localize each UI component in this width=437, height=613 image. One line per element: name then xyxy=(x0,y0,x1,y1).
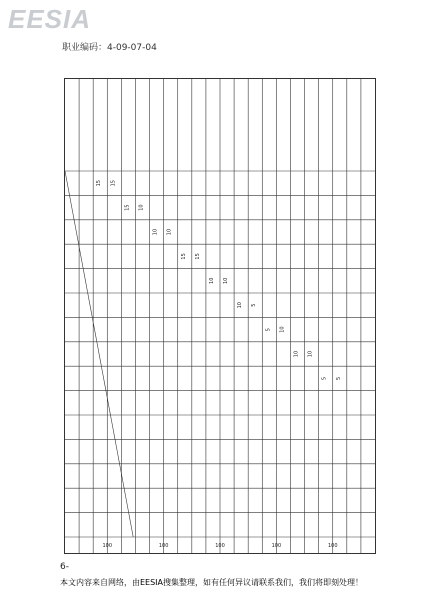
weight-value: 10 xyxy=(237,302,244,309)
sum-value: 100 xyxy=(102,543,113,549)
sum-value: 100 xyxy=(271,543,282,549)
weight-value: 15 xyxy=(96,180,103,187)
weight-value: 5 xyxy=(265,328,272,332)
eesia-logo: EESIA xyxy=(8,4,92,34)
weight-value: 10 xyxy=(152,228,159,236)
weight-value: 5 xyxy=(335,376,342,380)
weight-value: 10 xyxy=(279,326,286,333)
weight-value: 10 xyxy=(166,228,173,236)
table-grid xyxy=(65,79,375,553)
weight-value: 10 xyxy=(223,277,230,284)
page-number: 6- xyxy=(60,562,69,572)
weight-value: 15 xyxy=(110,180,117,187)
footer-notice: 本文内容来自网络，由EESIA搜集整理，如有任何异议请联系我们，我们将即刻处理！ xyxy=(60,578,364,587)
weight-value: 5 xyxy=(321,376,328,380)
sum-value: 100 xyxy=(327,543,338,549)
sum-value: 100 xyxy=(215,543,225,549)
weight-value: 15 xyxy=(124,204,131,211)
occupation-code: 职业编码：4-09-07-04 xyxy=(62,43,157,53)
weight-value: 10 xyxy=(208,277,215,284)
weight-value: 15 xyxy=(180,253,187,260)
weight-value: 5 xyxy=(251,303,258,307)
weight-value: 10 xyxy=(293,350,300,358)
weight-value: 10 xyxy=(307,350,314,358)
sum-value: 100 xyxy=(158,543,169,549)
weight-value: 10 xyxy=(138,204,145,211)
weight-value: 15 xyxy=(194,253,201,260)
grid-line xyxy=(65,171,133,537)
weight-table xyxy=(64,78,376,554)
